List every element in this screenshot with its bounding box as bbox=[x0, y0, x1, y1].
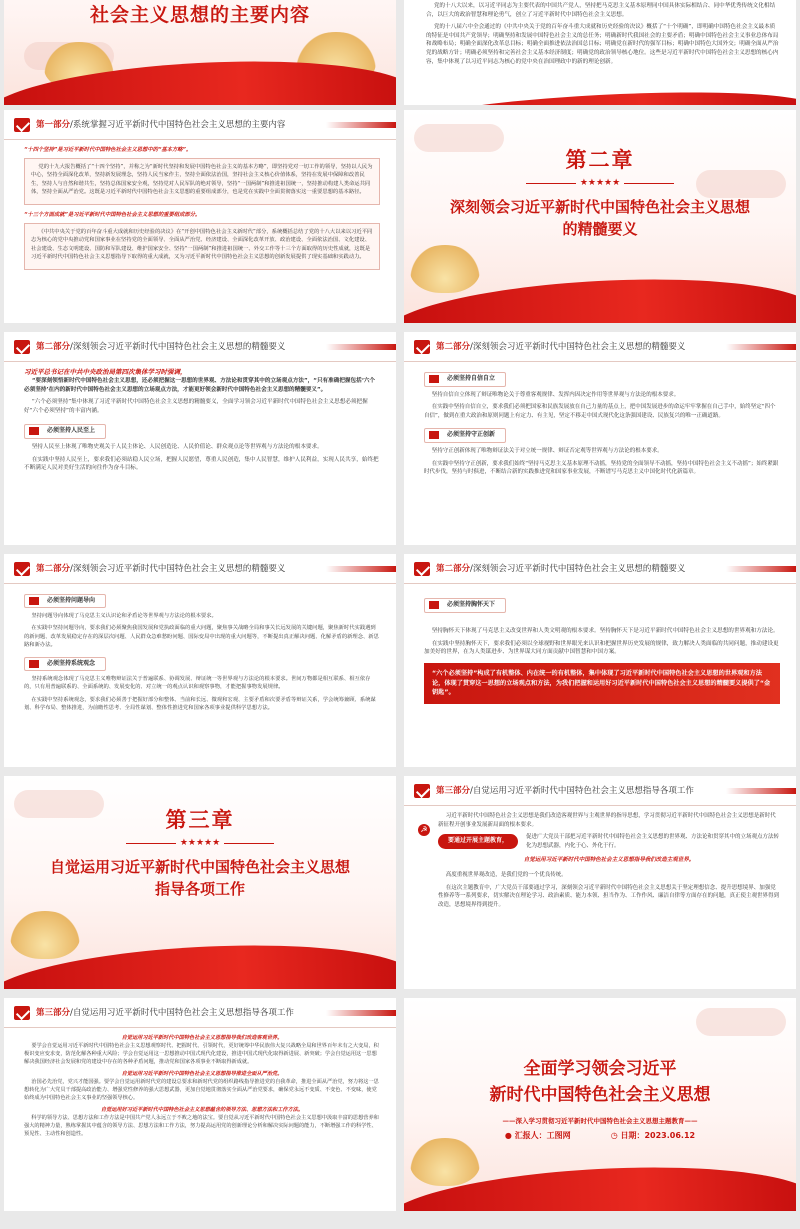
book-icon bbox=[14, 1006, 30, 1020]
slide-header bbox=[404, 554, 796, 584]
content-box bbox=[24, 158, 380, 205]
closing-title-line2: 新时代中国特色社会主义思想 bbox=[489, 1085, 711, 1105]
slide-9[interactable] bbox=[4, 776, 396, 989]
section-tag: 必须坚持自信自立 bbox=[424, 372, 506, 387]
slide-5[interactable] bbox=[4, 332, 396, 545]
chapter-number: 第三章 bbox=[165, 808, 235, 832]
part-subtitle: /自觉运用习近平新时代中国特色社会主义思想指导各项工作 bbox=[470, 786, 694, 796]
part-label: 第一部分 bbox=[36, 120, 71, 130]
lotus-decor bbox=[10, 911, 80, 959]
paragraph: 在实践中坚持胸怀天下，要求我们必须以全球视野和世界眼光来认识和把握世界历史发展的规律，致力解决人类面临的共同问题，推动建设更加美好的世界，在为人类谋进步、为世界谋大同方面贡献中国智慧和中国方案。 bbox=[424, 640, 779, 656]
slide-title: 社会主义思想的主要内容 bbox=[89, 4, 310, 26]
paragraph: 在这次主题教育中，广大党员干部要通过学习，深刻领会习近平新时代中国特色社会主义思想关于坚定理想信念、提升思想境界、加强党性修养等一系列要求，切实解决在理论学习、政治素质、能力本领、担当作为、工作作风、廉洁自律等方面存在的问题，真正使主观世界得到改造，思想境界得到提升。 bbox=[438, 884, 780, 908]
chapter-number: 第二章 bbox=[565, 148, 635, 172]
paragraph: 在实践中坚持问题导向，要求我们必须聚焦我国发展和党执政面临的重大问题，聚焦事关战略全局和事关长远发展的关键问题，聚焦新时代实践遇到的新问题、改革发展稳定存在的深层次问题、人民群众急难愁盼问题、国际变局中出现的重大问题等，不断提出真正解决问题、化解矛盾的新理念、新思路和新办法。 bbox=[24, 625, 379, 648]
star-divider: ★★★★★ bbox=[4, 838, 396, 848]
quote-text: “要深刻领悟新时代中国特色社会主义思想，还必须把握这一思想的世界观、方法论和贯穿其中的立场观点方法”，“只有准确把握包括‘六个必须坚持’在内的新时代中国特色社会主义思想的立场观点方法，才能更好领会新时代中国特色社会主义思想的精髓要义”。 bbox=[24, 377, 376, 393]
part-label: 第三部分 bbox=[436, 786, 471, 796]
part-label: 第二部分 bbox=[36, 342, 71, 352]
paragraph: 要学会自觉运用习近平新时代中国特色社会主义思想观察时代、把握时代、引领时代，更好统筹中华民族伟大复兴战略全局和世界百年未有之大变局，积极识变应变求变，防范化解各种重大风险；学会自觉运用这一思想推动中国式现代化建设，推进中国式现代化取得新进展、新突破；学会自觉运用这一思想解决我国经济社会发展和党的建设中存在的各种矛盾问题，推动党和国家各项事业不断取得新成就。 bbox=[24, 1043, 379, 1065]
paragraph: 《中共中央关于党的百年奋斗重大成就和历史经验的决议》在“开创中国特色社会主义新时代”部分，系统概括总结了党的十八大以来以习近平同志为核心的党中央推动党和国家事业在坚持党的全面领导、全面从严治党、经济建设、全面深化改革开放、政治建设、全面依法治国、文化建设、社会建设、生态文明建设、国防和军队建设、维护国家安全、坚持“一国两制”和推进祖国统一、外交工作等十三个方面取得的历史性成就，这既是习近平新时代中国特色社会主义思想指导下取得的重大成就，又为习近平新时代中国特色社会主义思想的创新发展提供了现实基础和实践动力。 bbox=[31, 229, 373, 260]
quote-heading: 自觉运用习近平新时代中国特色社会主义思想指导推进全面从严治党。 bbox=[121, 1071, 283, 1077]
header-bar bbox=[726, 788, 796, 794]
book-icon bbox=[414, 340, 430, 354]
content-box bbox=[24, 223, 380, 270]
part-subtitle: /系统掌握习近平新时代中国特色社会主义思想的主要内容 bbox=[70, 120, 286, 130]
paragraph: 党的十八大以来，以习近平同志为主要代表的中国共产党人，坚持把马克思主义基本原理同中国具体实际相结合、同中华优秀传统文化相结合，以巨大的政治智慧和理论勇气，创立了习近平新时代中国特色社会主义思想。 bbox=[426, 3, 776, 18]
slide-3[interactable] bbox=[4, 110, 396, 323]
paragraph: 坚持自信自立体现了辩证唯物论关于尊重客观规律、发挥内因决定作用等世界观与方法论的根本要求。 bbox=[431, 391, 680, 398]
slide-10[interactable] bbox=[404, 776, 796, 989]
paragraph: 坚持人民至上体现了唯物史观关于人民主体论、人民创造论、人民价值论、群众观点论等世界观与方法论的根本要求。 bbox=[31, 443, 323, 450]
part-subtitle: /深刻领会习近平新时代中国特色社会主义思想的精髓要义 bbox=[70, 342, 286, 352]
quote-heading: “十四个坚持”是习近平新时代中国特色社会主义思想中的“基本方略”。 bbox=[24, 147, 192, 153]
part-subtitle: /自觉运用习近平新时代中国特色社会主义思想指导各项工作 bbox=[70, 1008, 294, 1018]
chapter-title: 自觉运用习近平新时代中国特色社会主义思想指导各项工作 bbox=[49, 858, 350, 898]
quote-heading: “十三个方面成就”是习近平新时代中国特色社会主义思想的重要组成部分。 bbox=[24, 212, 201, 219]
star-divider: ★★★★★ bbox=[404, 178, 796, 188]
section-tag: 必须坚持系统观念 bbox=[24, 657, 106, 671]
slide-11[interactable] bbox=[4, 998, 396, 1211]
part-label: 第二部分 bbox=[436, 342, 471, 352]
part-subtitle: /深刻领会习近平新时代中国特色社会主义思想的精髓要义 bbox=[470, 342, 686, 352]
paragraph: 促进广大党员干部把习近平新时代中国特色社会主义思想的世界观、方法论和贯穿其中的立场观点方法转化为思想武器，内化于心、外化于行。 bbox=[526, 834, 780, 849]
chapter-title: 深刻领会习近平新时代中国特色社会主义思想的精髓要义 bbox=[449, 198, 750, 238]
book-icon bbox=[14, 118, 30, 132]
slide-8[interactable] bbox=[404, 554, 796, 767]
header-bar bbox=[726, 566, 796, 572]
reporter-label: ● 汇报人：工图网 bbox=[504, 1131, 571, 1140]
book-icon bbox=[14, 340, 30, 354]
paragraph: 科学的领导方法、思想方法和工作方法是中国共产党人永远立于不败之地的法宝。要自觉从习近平新时代中国特色社会主义思想中汲取丰富的思想营养和强大的精神力量，熟练掌握其中蕴含的领导方法、思想方法和工作方法，努力提高运用党的创新理论分析和解决实际问题的能力，不断增强工作的科学性、预见性、主动性和创造性。 bbox=[24, 1115, 379, 1137]
slide-header bbox=[4, 110, 396, 140]
clock-icon: ◷ bbox=[610, 1131, 618, 1140]
lotus-decor bbox=[410, 245, 480, 293]
paragraph: 党的十九大报告概括了“十四个坚持”，并称之为“新时代坚持和发展中国特色社会主义的基本方略”，即坚持党对一切工作的领导，坚持以人民为中心，坚持全面深化改革，坚持新发展理念，坚持人民当家作主，坚持全面依法治国，坚持社会主义核心价值体系，坚持在发展中保障和改善民生，坚持人与自然和谐共生，坚持总体国家安全观，坚持党对人民军队的绝对领导，坚持“一国两制”和推进祖国统一，坚持推动构建人类命运共同体，坚持全面从严治党。这既是习近平新时代中国特色社会主义思想的重要组成部分，也是党在实践中全面贯彻落实这一重要思想的基本路径。 bbox=[31, 164, 373, 195]
lotus-decor bbox=[410, 1138, 480, 1186]
summary-box: “六个必须坚持”构成了有机整体、内在统一的有机整体，集中体现了习近平新时代中国特色社会主义思想的世界观和方法论，体现了贯穿这一思想的立场观点和方法，为我们把握和运用好习近平新时代中国特色社会主义思想的精髓要义提供了“金钥匙”。 bbox=[424, 663, 780, 704]
book-icon bbox=[414, 784, 430, 798]
paragraph: 坚持系统观念体现了马克思主义唯物辩证法关于普遍联系、协调发展、辩证统一等世界观与方法论的根本要求。世间万物都是相互联系、相互依存的，只有用普遍联系的、全面系统的、发展变化的、对立统一的观点认识和观察事物，才能把握事物发展规律。 bbox=[24, 676, 371, 691]
book-icon bbox=[14, 562, 30, 576]
quote-heading: 自觉运用习近平新时代中国特色社会主义思想指导我们改造主观世界。 bbox=[523, 857, 695, 864]
quote-heading: 自觉运用习近平新时代中国特色社会主义思想指导我们改造客观世界。 bbox=[121, 1035, 283, 1041]
user-icon: ● bbox=[504, 1131, 512, 1140]
paragraph: “六个必须坚持”集中体现了习近平新时代中国特色社会主义思想的精髓要义，全面学习领会习近平新时代中国特色社会主义思想必须把握好“六个必须坚持”的丰富内涵。 bbox=[24, 399, 368, 415]
part-subtitle: /深刻领会习近平新时代中国特色社会主义思想的精髓要义 bbox=[470, 564, 686, 574]
header-bar bbox=[726, 344, 796, 350]
slide-header bbox=[404, 776, 796, 806]
paragraph: 治国必先治党，党兴才能国强。要学会自觉运用新时代党的建设总要求和新时代党的组织路线指导推进党的自我革命，推进全面从严治党，努力将这一思想转化为广大党员干部提高政治能力、增强党性修养的强大思想武器，更加自觉地贯彻落实全面从严治党要求，确保党永远不变质、不变色、不变味，使党始终成为中国特色社会主义事业的坚强领导核心。 bbox=[24, 1079, 379, 1101]
paragraph: 高度重视世界观改造，是我们党的一个优良传统。 bbox=[445, 871, 567, 878]
paragraph: 坚持守正创新体现了唯物辩证法关于对立统一规律、辩证否定观等世界观与方法论的根本要求。 bbox=[431, 447, 663, 454]
slide-header bbox=[4, 998, 396, 1028]
section-tag: 必须坚持胸怀天下 bbox=[424, 598, 506, 613]
emphasis-pill: 要通过开展主题教育， bbox=[438, 834, 518, 849]
paragraph: 在实践中坚持守正创新，要求我们始终“坚持马克思主义基本原理不动摇，坚持党的全面领导不动摇，坚持中国特色社会主义不动摇”；始终紧跟时代步伐，坚持与时俱进，不断结合新的实践推进党和国家事业发展，不断谱写马克思主义中国化时代化新篇章。 bbox=[424, 460, 779, 476]
paragraph: 党的十八届六中全会通过的《中共中央关于党的百年奋斗重大成就和历史经验的决议》概括了“十个明确”，即明确中国特色社会主义最本质的特征是中国共产党领导；明确坚持和发展中国特色社会主义的总任务；明确新时代我国社会的主要矛盾；明确中国特色社会主义事业总体布局和战略布局；明确全面深化改革总目标；明确全面推进依法治国总目标；明确党在新时代的强军目标；明确中国特色大国外交；明确全面从严治党的战略方针；明确必须坚持和完善社会主义基本经济制度；明确党的政治领导核心地位。这些是习近平新时代中国特色社会主义思想的核心内容，集中体现了以习近平同志为核心的党中央在治国理政中的新的理论创新。 bbox=[426, 24, 779, 65]
lead-text: 习近平总书记在中共中央政治局第四次集体学习时强调， bbox=[24, 368, 187, 376]
paragraph: 习近平新时代中国特色社会主义思想是我们改造客观世界与主观世界的指导思想，学习贯彻习近平新时代中国特色社会主义思想是新时代新征程开创事业发展新局面的根本要求。 bbox=[438, 813, 776, 828]
header-bar bbox=[326, 1010, 396, 1016]
slide-1[interactable] bbox=[4, 0, 396, 105]
slide-2[interactable] bbox=[404, 0, 796, 105]
paragraph: 坚持胸怀天下体现了马克思主义改变世界和人类文明观的根本要求。坚持胸怀天下是习近平新时代中国特色社会主义思想的世界观和方法论。 bbox=[431, 627, 779, 634]
header-bar bbox=[326, 122, 396, 128]
section-tag: 必须坚持问题导向 bbox=[24, 594, 106, 608]
slide-header bbox=[4, 554, 396, 584]
date-label: ◷ 日期：2023.06.12 bbox=[610, 1131, 696, 1140]
closing-title-line1: 全面学习领会习近平 bbox=[523, 1059, 677, 1079]
section-tag: 必须坚持守正创新 bbox=[424, 428, 506, 443]
slide-4[interactable] bbox=[404, 110, 796, 323]
book-icon bbox=[414, 562, 430, 576]
part-label: 第二部分 bbox=[36, 564, 71, 574]
slide-7[interactable] bbox=[4, 554, 396, 767]
slide-header bbox=[4, 332, 396, 362]
slide-12[interactable] bbox=[404, 998, 796, 1211]
paragraph: 坚持问题导向体现了马克思主义认识论和矛盾论等世界观与方法论的根本要求。 bbox=[31, 613, 217, 620]
part-label: 第三部分 bbox=[36, 1008, 71, 1018]
part-subtitle: /深刻领会习近平新时代中国特色社会主义思想的精髓要义 bbox=[70, 564, 286, 574]
closing-subtitle: ——深入学习贯彻习近平新时代中国特色社会主义思想主题教育—— bbox=[502, 1117, 698, 1125]
cloud-decor bbox=[696, 1008, 786, 1036]
paragraph: 在实践中坚持自信自立，要求我们必须把国家和民族发展放在自己力量的基点上，把中国发展进步的命运牢牢掌握在自己手中，始终坚定“四个自信”，做到在重大政治和原则问题上有定力、有主见，坚定不移走中国式现代化这条强国建设、民族复兴的唯一正确道路。 bbox=[424, 404, 776, 419]
section-tag: 必须坚持人民至上 bbox=[24, 424, 106, 439]
part-label: 第二部分 bbox=[436, 564, 471, 574]
slide-6[interactable] bbox=[404, 332, 796, 545]
party-emblem-icon: ☭ bbox=[418, 824, 430, 836]
wave-decor bbox=[404, 84, 796, 105]
header-bar bbox=[326, 344, 396, 350]
paragraph: 在实践中坚持人民至上，要求我们必须站稳人民立场，把握人民愿望，尊重人民创造，集中人民智慧，维护人民利益，实现人民共享，始终把不断满足人民对美好生活的向往作为奋斗目标。 bbox=[24, 456, 379, 472]
paragraph: 在实践中坚持系统观念，要求我们必须善于把握好部分和整体、当前和长远、微观和宏观、主要矛盾和次要矛盾等辩证关系，学会统筹兼顾、系统谋划、科学布局、整体推进，为前瞻性思考、全局性谋划、整体性推进党和国家各项事业提供科学思想方法。 bbox=[24, 696, 376, 711]
header-bar bbox=[326, 566, 396, 572]
quote-heading: 自觉运用好习近平新时代中国特色社会主义思想蕴含的领导方法、思想方法和工作方法。 bbox=[100, 1107, 304, 1113]
slide-header bbox=[404, 332, 796, 362]
